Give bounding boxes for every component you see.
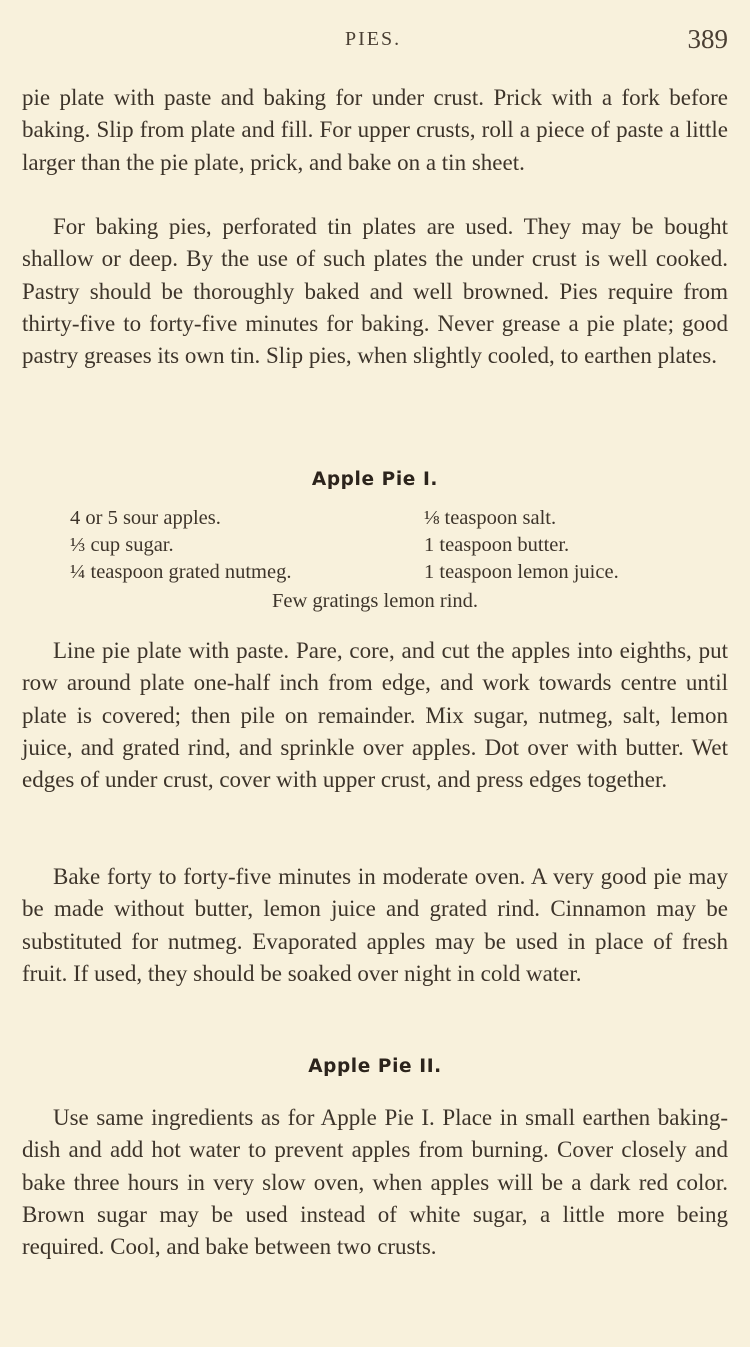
ingredient-lemon-juice: 1 teaspoon lemon juice. <box>424 561 619 583</box>
recipe-1-method: Line pie plate with paste. Pare, core, and cut the apples into eighths, put row around plate one-half inch from edge, and work towards centre until plate is covered; then pile on remainder. Mix sugar, nutmeg, salt, lemon juice, and grated rind, and sprinkle over apples. Dot over with butter. Wet edges of under crust, cover with upper crust, and press edges together. <box>22 638 728 793</box>
ingredient-lemon-rind: Few gratings lemon rind. <box>271 590 479 612</box>
ingredient-apples: 4 or 5 sour apples. <box>70 507 221 529</box>
running-title: PIES. <box>345 28 402 50</box>
page-number: 389 <box>687 24 728 54</box>
recipe-title-apple-pie-1: Apple Pie I. <box>311 469 439 490</box>
ingredient-nutmeg: ¼ teaspoon grated nutmeg. <box>70 561 292 583</box>
ingredient-sugar: ⅓ cup sugar. <box>70 534 174 556</box>
intro-paragraph-continued: pie plate with paste and baking for under crust. Prick with a fork before baking. Slip from plate and fill. For upper crusts, roll a piece of paste a little larger than the pie plate, prick, and bake on a tin sheet. <box>22 85 728 175</box>
recipe-title-apple-pie-2: Apple Pie II. <box>308 1056 442 1077</box>
ingredient-salt: ⅛ teaspoon salt. <box>424 507 557 529</box>
running-head <box>0 24 750 58</box>
recipe-2-method: Use same ingredients as for Apple Pie I. Place in small earthen baking-dish and add hot water to prevent apples from burning. Cover closely and bake three hours in very slow oven, when apples will be a dark red color. Brown sugar may be used instead of white sugar, a little more being required. Cool, and bake between two crusts. <box>22 1105 728 1260</box>
recipe-1-notes: Bake forty to forty-five minutes in moderate oven. A very good pie may be made without butter, lemon juice and grated rind. Cinnamon may be substituted for nutmeg. Evaporated apples may be used in place of fresh fruit. If used, they should be soaked over night in cold water. <box>22 864 728 986</box>
intro-paragraph-baking: For baking pies, perforated tin plates are used. They may be bought shallow or deep. By the use of such plates the under crust is well cooked. Pastry should be thoroughly baked and well browned. Pies require from thirty-five to forty-five minutes for baking. Never grease a pie plate; good pastry greases its own tin. Slip pies, when slightly cooled, to earthen plates. <box>22 214 728 369</box>
ingredient-butter: 1 teaspoon butter. <box>424 534 570 556</box>
